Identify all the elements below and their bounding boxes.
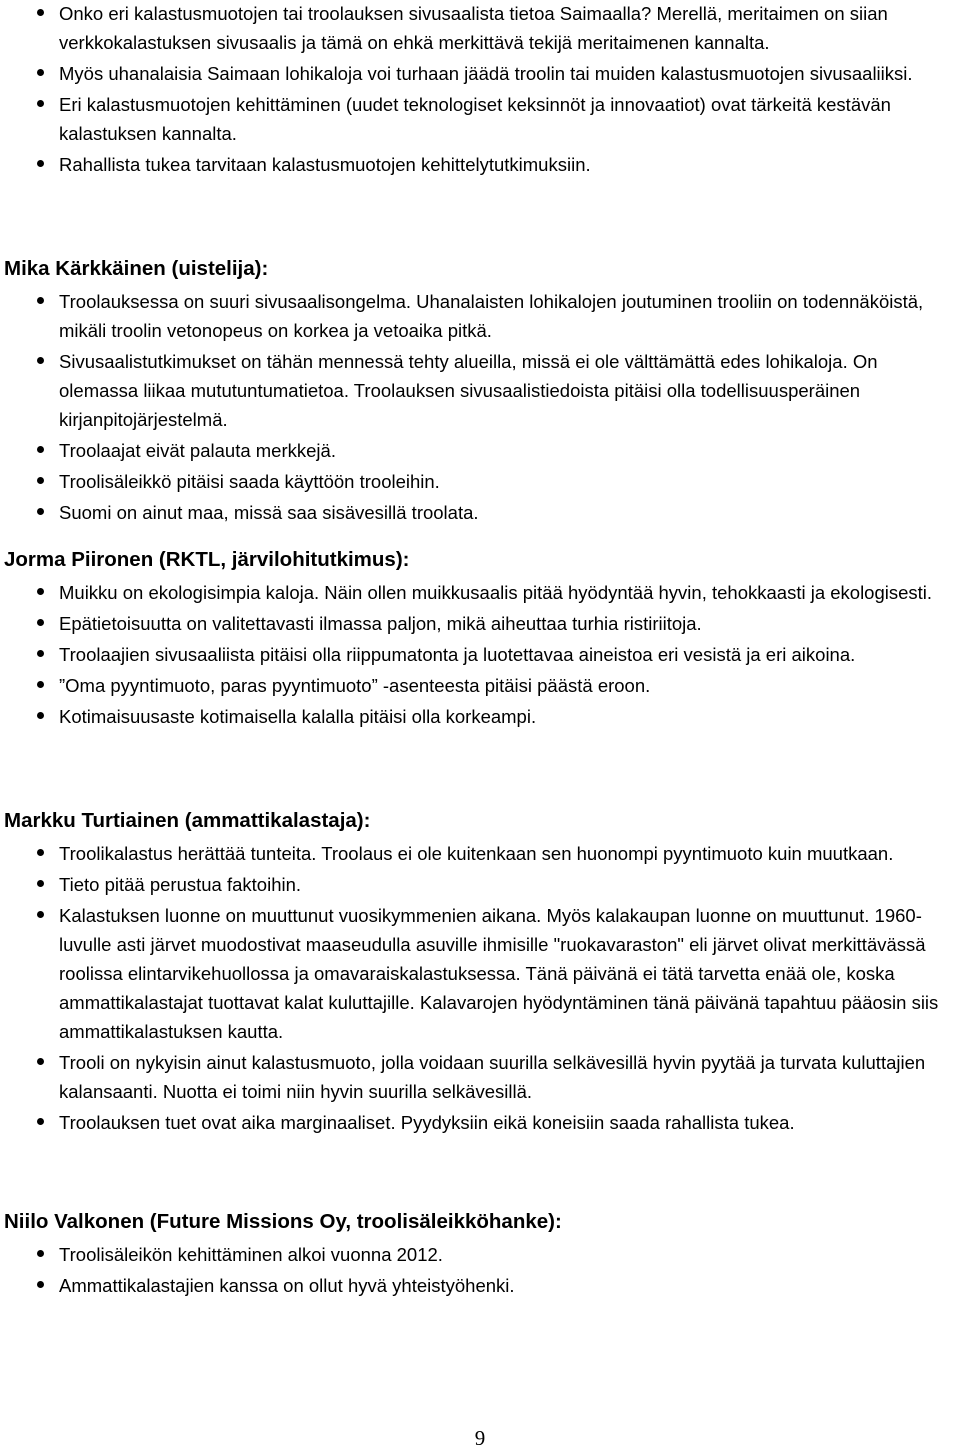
- bullet-icon: [37, 357, 44, 364]
- list-item-text: Tieto pitää perustua faktoihin.: [59, 874, 302, 895]
- list-item: [0, 839, 960, 868]
- bullet-list: [0, 287, 960, 527]
- list-item-text: Kalastuksen luonne on muuttunut vuosikymmenien aikana. Myös kalakaupan luonne on muuttunut. 1960-luvulle asti järvet muodostivat maaseudulla asuville ihmisille "ruokavaraston" eli järvet olivat merkittävässä roolissa elintarvikehuollossa ja omavaraiskalastuksessa. Tänä päivänä ei tätä tarvetta enää ole, koska ammattikalastajat tuottavat kalat kuluttajille. Kalavarojen hyödyntäminen tänä päivänä tapahtuu pääosin siis ammattikalastuksen kautta.: [59, 905, 939, 1042]
- list-item: [0, 436, 960, 465]
- section-intro: [0, 0, 960, 181]
- page-number: 9: [474, 1426, 486, 1450]
- list-item: [0, 0, 960, 57]
- list-item: [0, 702, 960, 731]
- section-heading: Niilo Valkonen (Future Missions Oy, troolisäleikköhanke):: [4, 1210, 562, 1233]
- list-item: [0, 150, 960, 179]
- list-item: [0, 287, 960, 345]
- bullet-list: [0, 0, 960, 179]
- list-item: [0, 90, 960, 148]
- list-item-text: Troolauksen tuet ovat aika marginaaliset. Pyydyksiin eikä koneisiin saada rahallista tukea.: [59, 1112, 795, 1133]
- section-markku-turtiainen: [0, 806, 960, 1139]
- list-item-text: Eri kalastusmuotojen kehittäminen (uudet teknologiset keksinnöt ja innovaatiot) ovat tärkeitä kestävän kalastuksen kannalta.: [59, 94, 891, 144]
- bullet-icon: [37, 508, 44, 515]
- bullet-icon: [37, 849, 44, 856]
- bullet-icon: [37, 9, 44, 16]
- section-mika-karkkainen: [0, 254, 960, 529]
- bullet-icon: [37, 477, 44, 484]
- bullet-icon: [37, 1118, 44, 1125]
- list-item: [0, 640, 960, 669]
- list-item: [0, 578, 960, 607]
- list-item: [0, 609, 960, 638]
- bullet-icon: [37, 619, 44, 626]
- list-item-text: Sivusaalistutkimukset on tähän mennessä tehty alueilla, missä ei ole välttämättä edes lohikaloja. On olemassa liikaa mututuntumatietoa. Troolauksen sivusaalistiedoista pitäisi olla todellisuusperäinen kirjanpitojärjestelmä.: [59, 351, 878, 430]
- list-item: [0, 59, 960, 88]
- bullet-icon: [37, 681, 44, 688]
- list-item: [0, 1108, 960, 1137]
- list-item: [0, 1240, 960, 1269]
- list-item-text: Epätietoisuutta on valitettavasti ilmassa paljon, mikä aiheuttaa turhia ristiriitoja.: [59, 613, 702, 634]
- bullet-icon: [37, 712, 44, 719]
- bullet-icon: [37, 297, 44, 304]
- list-item-text: Suomi on ainut maa, missä saa sisävesillä troolata.: [59, 502, 479, 523]
- list-item: [0, 870, 960, 899]
- bullet-icon: [37, 588, 44, 595]
- section-heading: Mika Kärkkäinen (uistelija):: [4, 257, 269, 280]
- list-item-text: Muikku on ekologisimpia kaloja. Näin ollen muikkusaalis pitää hyödyntää hyvin, tehokkaasti ja ekologisesti.: [59, 582, 933, 603]
- list-item: [0, 498, 960, 527]
- list-item-text: Trooli on nykyisin ainut kalastusmuoto, jolla voidaan suurilla selkävesillä hyvin pyytää ja turvata kuluttajien kalansaanti. Nuotta ei toimi niin hyvin suurilla selkävesillä.: [59, 1052, 926, 1102]
- section-heading: Markku Turtiainen (ammattikalastaja):: [4, 809, 371, 832]
- list-item-text: Troolaajien sivusaaliista pitäisi olla riippumatonta ja luotettavaa aineistoa eri vesistä ja eri aikoina.: [59, 644, 856, 665]
- list-item-text: Ammattikalastajien kanssa on ollut hyvä yhteistyöhenki.: [59, 1275, 515, 1296]
- list-item-text: Myös uhanalaisia Saimaan lohikaloja voi turhaan jäädä troolin tai muiden kalastusmuotojen sivusaaliiksi.: [59, 63, 913, 84]
- list-item-text: Kotimaisuusaste kotimaisella kalalla pitäisi olla korkeampi.: [59, 706, 537, 727]
- bullet-list: [0, 578, 960, 731]
- list-item: [0, 467, 960, 496]
- bullet-list: [0, 1240, 960, 1300]
- bullet-icon: [37, 1058, 44, 1065]
- bullet-icon: [37, 100, 44, 107]
- list-item-text: Troolaajat eivät palauta merkkejä.: [59, 440, 336, 461]
- list-item-text: Onko eri kalastusmuotojen tai troolauksen sivusaalista tietoa Saimaalla? Merellä, meritaimen on siian verkkokalastuksen sivusaalis ja tämä on ehkä merkittävä tekijä meritaimenen kannalta.: [59, 3, 888, 53]
- list-item: [0, 347, 960, 434]
- bullet-icon: [37, 650, 44, 657]
- bullet-icon: [37, 1250, 44, 1257]
- bullet-icon: [37, 880, 44, 887]
- bullet-list: [0, 839, 960, 1137]
- list-item: [0, 1271, 960, 1300]
- list-item: [0, 671, 960, 700]
- list-item-text: Troolisäleikön kehittäminen alkoi vuonna 2012.: [59, 1244, 443, 1265]
- bullet-icon: [37, 446, 44, 453]
- bullet-icon: [37, 69, 44, 76]
- list-item-text: ”Oma pyyntimuoto, paras pyyntimuoto” -asenteesta pitäisi päästä eroon.: [59, 675, 651, 696]
- list-item-text: Rahallista tukea tarvitaan kalastusmuotojen kehittelytutkimuksiin.: [59, 154, 591, 175]
- list-item-text: Troolikalastus herättää tunteita. Troolaus ei ole kuitenkaan sen huonompi pyyntimuoto kuin muutkaan.: [59, 843, 894, 864]
- list-item: [0, 1048, 960, 1106]
- section-jorma-piironen: [0, 545, 960, 733]
- list-item: [0, 901, 960, 1046]
- section-niilo-valkonen: [0, 1207, 960, 1302]
- list-item-text: Troolauksessa on suuri sivusaalisongelma. Uhanalaisten lohikalojen joutuminen trooliin on todennäköistä, mikäli troolin vetonopeus on korkea ja vetoaika pitkä.: [59, 291, 924, 341]
- bullet-icon: [37, 1281, 44, 1288]
- list-item-text: Troolisäleikkö pitäisi saada käyttöön trooleihin.: [59, 471, 440, 492]
- bullet-icon: [37, 160, 44, 167]
- section-heading: Jorma Piironen (RKTL, järvilohitutkimus):: [4, 548, 410, 571]
- bullet-icon: [37, 911, 44, 918]
